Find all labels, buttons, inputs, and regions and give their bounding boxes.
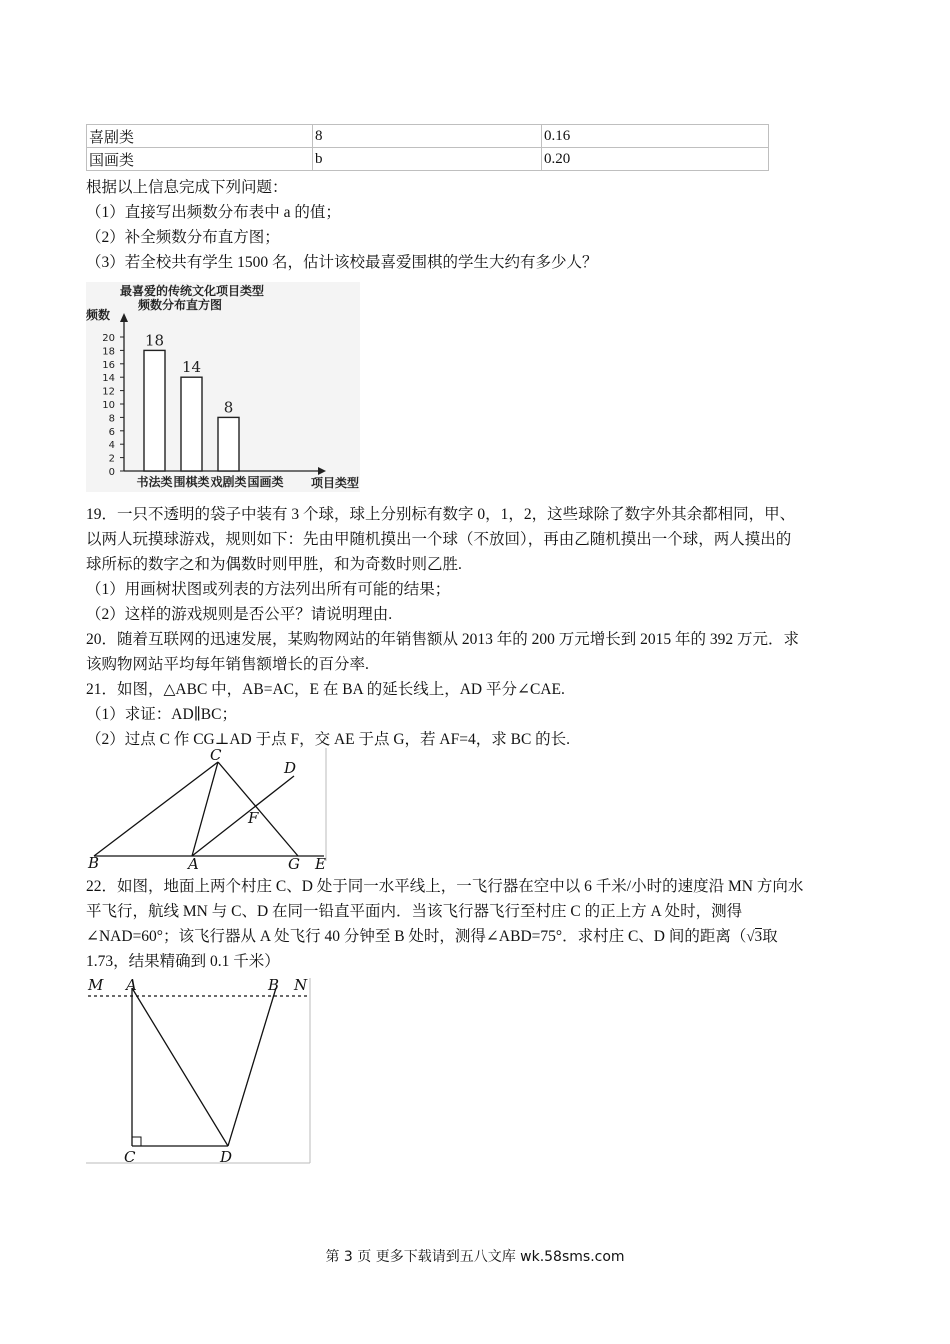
point-label-n: N [294, 976, 308, 994]
bar-data-label: 14 [181, 358, 202, 377]
q22-line3-text: ∠NAD=60°；该飞行器从 A 处飞行 40 分钟至 B 处时，测得∠ABD=75°．求村庄 C、D 间的距离（ [86, 928, 747, 945]
q21-line1: 21．如图，△ABC 中，AB=AC，E 在 BA 的延长线上，AD 平分∠CAE. [86, 681, 565, 698]
page-footer: 第 3 页 更多下载请到五八文库 wk.58sms.com [325, 1249, 625, 1265]
y-tick-label: 10 [102, 400, 115, 411]
y-tick-label: 20 [102, 333, 115, 344]
point-label-b: B [268, 976, 280, 994]
bar-3 [218, 417, 239, 471]
y-tick-label: 12 [102, 386, 115, 398]
bar-2 [181, 377, 202, 471]
category-label: 国画类 [247, 475, 284, 489]
table-cell: 0.20 [542, 148, 769, 171]
q18-part1: （1）直接写出频数分布表中 a 的值； [86, 204, 341, 221]
frequency-table [86, 124, 769, 171]
aircraft-figure [86, 976, 312, 1166]
y-tick-label: 0 [108, 467, 115, 478]
q21-part2: （2）过点 C 作 CG⊥AD 于点 F，交 AE 于点 G，若 AF=4，求 BC 的长. [86, 731, 571, 748]
y-axis-label: 频数 [86, 308, 111, 322]
table-cell: 国画类 [87, 148, 313, 171]
y-tick-label: 14 [102, 373, 115, 385]
q18-part3: （3）若全校共有学生 1500 名，估计该校最喜爱围棋的学生大约有多少人？ [86, 254, 598, 271]
q19-line2: 以两人玩摸球游戏，规则如下：先由甲随机摸出一个球（不放回），再由乙随机摸出一个球，两人摸出的 [86, 531, 792, 548]
triangle-figure [86, 748, 330, 870]
chart-subtitle: 频数分布直方图 [138, 298, 223, 312]
bar-data-label: 18 [144, 331, 165, 350]
chart-title: 最喜爱的传统文化项目类型 [120, 284, 265, 298]
q19-line3: 球所标的数字之和为偶数时则甲胜，和为奇数时则乙胜. [86, 556, 462, 573]
y-tick-label: 18 [102, 346, 115, 358]
table-row [87, 125, 769, 148]
q20-line2: 该购物网站平均每年销售额增长的百分率. [86, 656, 369, 673]
q20-line1: 20．随着互联网的迅速发展，某购物网站的年销售额从 2013 年的 200 万元增长到 2015 年的 392 万元．求 [86, 631, 800, 648]
point-label-m: M [88, 976, 104, 994]
y-tick-label: 2 [108, 453, 115, 465]
segment-bd [228, 988, 276, 1146]
point-label-g: G [288, 855, 300, 870]
bar-1 [144, 350, 165, 471]
point-label-a: A [126, 976, 137, 994]
point-label-c: C [124, 1148, 136, 1166]
histogram-chart [86, 282, 360, 492]
x-axis-label: 项目类型 [311, 476, 360, 490]
y-tick-label: 16 [102, 359, 115, 371]
table-row [87, 148, 769, 171]
point-label-c: C [210, 748, 222, 764]
segment-ac [192, 762, 218, 856]
q19-line1: 19．一只不透明的袋子中装有 3 个球，球上分别标有数字 0，1，2，这些球除了数字外其余都相同，甲、 [86, 506, 796, 523]
table-cell: b [313, 148, 542, 171]
category-label: 戏剧类 [210, 475, 247, 489]
ray-ad [192, 776, 294, 856]
right-angle-mark [132, 1137, 141, 1146]
point-label-b: B [88, 854, 100, 870]
q22-line1: 22．如图，地面上两个村庄 C、D 处于同一水平线上，一飞行器在空中以 6 千米/小时的速度沿 MN 方向水 [86, 878, 804, 895]
point-label-d: D [284, 759, 297, 777]
q22-line3 [86, 927, 778, 947]
q21-part1: （1）求证：AD∥BC； [86, 706, 237, 723]
sqrt-symbol: √3 [746, 929, 763, 945]
q18-part2: （2）补全频数分布直方图； [86, 229, 280, 246]
table-cell: 8 [313, 125, 542, 148]
category-label: 围棋类 [173, 475, 210, 489]
bar-data-label: 8 [223, 398, 234, 417]
table-cell: 0.16 [542, 125, 769, 148]
q19-part1: （1）用画树状图或列表的方法列出所有可能的结果； [86, 581, 451, 598]
category-label: 书法类 [136, 475, 173, 489]
y-tick-label: 8 [108, 413, 115, 425]
table-cell: 喜剧类 [87, 125, 313, 148]
point-label-a: A [188, 855, 199, 870]
q19-part2: （2）这样的游戏规则是否公平？请说明理由. [86, 606, 393, 623]
q22-line3-tail: 取 [762, 928, 778, 945]
point-label-e: E [315, 855, 326, 870]
q22-line2: 平飞行，航线 MN 与 C、D 在同一铅直平面内．当该飞行器飞行至村庄 C 的正上方 A 处时，测得 [86, 903, 743, 920]
sqrt-radicand: 3 [754, 929, 763, 945]
point-label-f: F [248, 809, 259, 827]
segment-ad [132, 988, 228, 1146]
point-label-d: D [220, 1148, 233, 1166]
segment-bc [94, 762, 218, 856]
q22-line4: 1.73，结果精确到 0.1 千米） [86, 953, 280, 970]
y-tick-label: 6 [108, 426, 115, 438]
y-tick-label: 4 [108, 440, 115, 452]
intro-text: 根据以上信息完成下列问题： [86, 179, 288, 196]
